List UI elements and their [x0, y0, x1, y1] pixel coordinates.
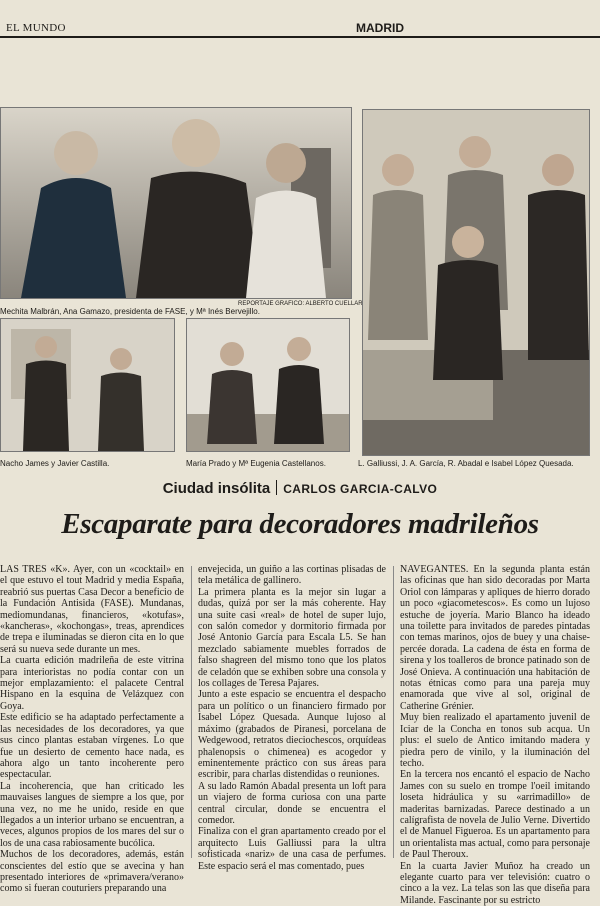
caption-photo-3: Nacho James y Javier Castilla.	[0, 459, 110, 468]
article-column-3	[400, 564, 590, 906]
paragraph: NAVEGANTES. En la segunda planta están las oficinas que han sido decoradas por Marta Oriol con lámparas y apliques de hierro dorado un poco «giacometescos». Es como un lujoso estuche de joyería. Mario Blanco ha ideado una toilette para invitados de paredes pintadas con temas marinos, ojos de buey y una chaise-percée dorada. La cadena de ésta en forma de sirena y los toalleros de bronce patinado son de José Onieva. A continuación una habitación de notas étnicas como para una pareja muy enamorada que vive al sol, original de Catherine Grénier.	[400, 564, 590, 712]
kicker	[0, 480, 600, 498]
paragraph: Muy bien realizado el apartamento juvenil de Iciar de la Concha en tonos sub acqua. Un plus: el suelo de Antico imitando madera y piedra pero de vinilo, y la iluminación del techo.	[400, 712, 590, 769]
headline: Escaparate para decoradores madrileños	[61, 508, 539, 540]
kicker-title: Ciudad insólita	[162, 480, 271, 497]
paragraph: En la tercera nos encantó el espacio de Nacho James con su suelo en trompe l'oeil imitando loseta hidráulica y su «arrimadillo» de maderitas barnizadas. Parece destinado a un calígrafista de novela de Julio Verne. Divertido el de Manuel Figueroa. Es un apartamento para un orientalista mas actual, como para personaje de Paul Theroux.	[400, 769, 590, 861]
photo-three-women	[0, 107, 352, 299]
photo-two-women	[186, 318, 350, 452]
photo-credit: REPORTAJE GRAFICO: ALBERTO CUELLAR	[238, 301, 363, 307]
column-divider	[393, 566, 394, 858]
article-column-2	[198, 564, 386, 872]
paragraph: envejecida, un guiño a las cortinas plisadas de tela metálica de gallinero.	[198, 564, 386, 587]
paragraph: Este edificio se ha adaptado perfectamente a las necesidades de los decoradores, ya que sus cinco plantas estaban vírgenes. Lo que fue un desierto de cemento hace nada, es ahora algo un tanto incoherente pero espectacular.	[0, 712, 184, 781]
section-name: MADRID	[356, 21, 404, 35]
caption-photo-4: María Prado y Mª Eugenia Castellanos.	[186, 459, 326, 468]
paragraph: LAS TRES «K». Ayer, con un «cocktail» en el que estuvo el tout Madrid y media España, reabrió sus puertas Casa Decor a beneficio de la Fundación Antisida (FASE). Mundanas, mediomundanas, financieros, «kotufas», «kancheras», «kochongas», treas, aprendices de trepa e iluminadas se dieron cita en lo que será su nueva sede durante un mes.	[0, 564, 184, 655]
paragraph: En la cuarta Javier Muñoz ha creado un elegante cuarto para ver televisión: cuatro o cinco a la vez. La telas son las que diseña para Milande. Fascinante por su estricto	[400, 860, 590, 906]
photo-group-four	[362, 109, 590, 456]
paragraph: La cuarta edición madrileña de este vitrina para interioristas no podía contar con un mejor emplazamiento: el palacete Central Hispano en la esquina de Velázquez con Goya.	[0, 655, 184, 712]
kicker-separator	[276, 480, 277, 495]
caption-photo-1: Mechita Malbrán, Ana Gamazo, presidenta de FASE, y Mª Inés Bervejillo.	[0, 307, 260, 316]
page-header	[0, 0, 600, 40]
column-divider	[191, 566, 192, 858]
newspaper-name: EL MUNDO	[6, 22, 66, 34]
paragraph: Muchos de los decoradores, además, están conscientes del estío que se avecina y han presentado interiores de «primavera/verano» como si fueran couturiers preparando una	[0, 849, 184, 895]
header-rule	[0, 36, 600, 38]
paragraph: La primera planta es la mejor sin lugar a dudas, quizá por ser la más coherente. Hay una suite casi «real» de hotel de super lujo, con salón comedor y dormitorio firmada por José Antonio García para Escala L5. Se han mezclado sabiamente muebles forrados de falso shagreen del mismo tono que los platos de celadón que se exhiben sobre una consola y los collages de Teresa Pajares.	[198, 586, 386, 690]
kicker-author: CARLOS GARCIA-CALVO	[283, 482, 438, 496]
paragraph: A su lado Ramón Abadal presenta un loft para un viajero de forma curiosa con una parte central circular, donde se encuentra el comedor.	[198, 780, 386, 826]
paragraph: La incoherencia, que han criticado les mauvaises langues de siempre a los que, por una vez, no me he unido, reside en que llegados a un interior urbano se encuentran, a veces, algunos propios de los mares del sur o los de una casa rabiosamente bucólica.	[0, 780, 184, 849]
caption-photo-2: L. Galliussi, J. A. García, R. Abadal e Isabel López Quesada.	[358, 459, 574, 468]
paragraph: Finaliza con el gran apartamento creado por el arquitecto Luis Galliussi para la ultra sofisticada «nariz» de una casa de perfumes. Este espacio será el mas comentado, pues	[198, 826, 386, 872]
paragraph: Junto a este espacio se encuentra el despacho para un político o un financiero firmado por Isabel López Quesada. Aunque lujoso al máximo (grabados de Piranesi, porcelana de Wedgewood, retratos dieciochescos, orquídeas phalenopsis o chimenea) es acogedor y eminentemente práctico con sus áreas para escribir, para charlas distendidas o reuniones.	[198, 689, 386, 781]
photo-two-men	[0, 318, 175, 452]
article-column-1	[0, 564, 184, 895]
